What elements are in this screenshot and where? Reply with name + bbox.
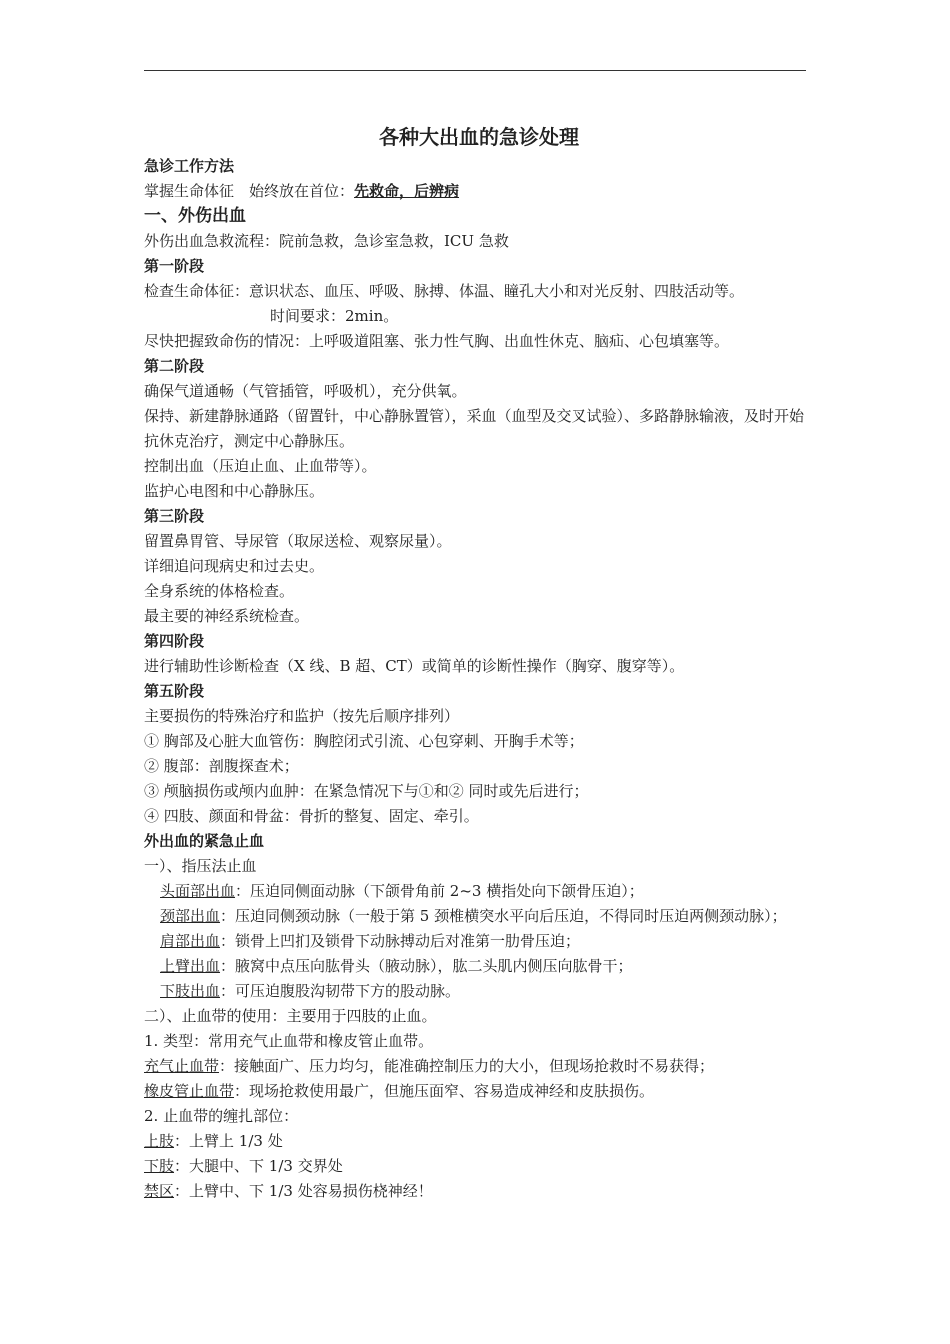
finger-item-term: 下肢出血 <box>160 982 221 1000</box>
tourniquet-type-item <box>144 1054 814 1079</box>
stage1-vitals: 检查生命体征：意识状态、血压、呼吸、脉搏、体温、瞳孔大小和对光反射、四肢活动等。 <box>144 282 745 300</box>
section-heading-trauma: 一、外伤出血 <box>144 206 246 226</box>
stage4-line: 进行辅助性诊断检查（X 线、B 超、CT）或简单的诊断性操作（胸穿、腹穿等）。 <box>144 657 685 675</box>
tourniquet-heading: 二）、止血带的使用：主要用于四肢的止血。 <box>144 1007 437 1025</box>
tourniquet-types-heading: 1. 类型：常用充气止血带和橡皮管止血带。 <box>144 1032 434 1050</box>
finger-item <box>144 954 814 979</box>
stage2-line: 保持、新建静脉通路（留置针，中心静脉置管），采血（血型及交叉试验）、多路静脉输液，及时开始抗休克治疗，测定中心静脉压。 <box>144 407 805 450</box>
document-body <box>144 120 814 1204</box>
tourniquet-site-text: ：上臂中、下 1/3 处容易损伤桡神经！ <box>174 1182 433 1200</box>
stage1-time: 时间要求：2min。 <box>270 307 399 325</box>
tourniquet-site-term: 禁区 <box>144 1182 175 1200</box>
principle-emphasis: 先救命，后辨病 <box>354 182 460 200</box>
stage5-line: ① 胸部及心脏大血管伤：胸腔闭式引流、心包穿刺、开胸手术等； <box>144 732 584 750</box>
finger-item-text: ：锁骨上凹扪及锁骨下动脉搏动后对准第一肋骨压迫； <box>220 932 581 950</box>
method-heading: 急诊工作方法 <box>144 157 235 175</box>
tourniquet-site-item <box>144 1179 814 1204</box>
finger-item-term: 颈部出血 <box>160 907 221 925</box>
stage3-heading: 第三阶段 <box>144 507 205 525</box>
finger-item-text: ：压迫同侧面动脉（下颌骨角前 2~3 横指处向下颌骨压迫）； <box>235 882 644 900</box>
finger-item-term: 肩部出血 <box>160 932 221 950</box>
finger-item <box>144 879 814 904</box>
tourniquet-site-text: ：上臂上 1/3 处 <box>174 1132 283 1150</box>
tourniquet-type-text: ：接触面广、压力均匀，能准确控制压力的大小，但现场抢救时不易获得； <box>219 1057 715 1075</box>
tourniquet-type-text: ：现场抢救使用最广，但施压面窄、容易造成神经和皮肤损伤。 <box>234 1082 655 1100</box>
stage2-heading: 第二阶段 <box>144 357 205 375</box>
tourniquet-site-item <box>144 1129 814 1154</box>
tourniquet-type-term: 充气止血带 <box>144 1057 220 1075</box>
stage3-line: 详细追问现病史和过去史。 <box>144 557 325 575</box>
stage3-line: 全身系统的体格检查。 <box>144 582 295 600</box>
document-title: 各种大出血的急诊处理 <box>379 125 579 149</box>
stage5-line: ③ 颅脑损伤或颅内血肿：在紧急情况下与①和② 同时或先后进行； <box>144 782 589 800</box>
stage5-heading: 第五阶段 <box>144 682 205 700</box>
finger-item-text: ：可压迫腹股沟韧带下方的股动脉。 <box>220 982 461 1000</box>
stage1-critical: 尽快把握致命伤的情况：上呼吸道阻塞、张力性气胸、出血性休克、脑疝、心包填塞等。 <box>144 332 730 350</box>
stage2-line: 控制出血（压迫止血、止血带等）。 <box>144 457 377 475</box>
stage3-line: 最主要的神经系统检查。 <box>144 607 310 625</box>
stage1-heading: 第一阶段 <box>144 257 205 275</box>
principle-prefix: 掌握生命体征 始终放在首位： <box>144 182 355 200</box>
finger-item <box>144 979 814 1004</box>
tourniquet-type-item <box>144 1079 814 1104</box>
header-rule <box>144 70 806 71</box>
tourniquet-site-term: 上肢 <box>144 1132 175 1150</box>
stage3-line: 留置鼻胃管、导尿管（取尿送检、观察尿量）。 <box>144 532 452 550</box>
finger-item-text: ：腋窝中点压向肱骨头（腋动脉），肱二头肌内侧压向肱骨干； <box>220 957 633 975</box>
finger-item-term: 头面部出血 <box>160 882 236 900</box>
stage5-line: 主要损伤的特殊治疗和监护（按先后顺序排列） <box>144 707 460 725</box>
stage5-line: ② 腹部：剖腹探查术； <box>144 757 299 775</box>
tourniquet-site-text: ：大腿中、下 1/3 交界处 <box>174 1157 343 1175</box>
tourniquet-type-term: 橡皮管止血带 <box>144 1082 235 1100</box>
external-bleeding-heading: 外出血的紧急止血 <box>144 832 265 850</box>
tourniquet-site-heading: 2. 止血带的缠扎部位： <box>144 1107 299 1125</box>
tourniquet-site-term: 下肢 <box>144 1157 175 1175</box>
stage4-heading: 第四阶段 <box>144 632 205 650</box>
stage2-line: 确保气道通畅（气管插管，呼吸机），充分供氧。 <box>144 382 467 400</box>
finger-item <box>144 904 806 929</box>
finger-item <box>144 929 814 954</box>
finger-item-term: 上臂出血 <box>160 957 221 975</box>
finger-pressure-heading: 一）、指压法止血 <box>144 857 257 875</box>
tourniquet-site-item <box>144 1154 814 1179</box>
flow-line: 外伤出血急救流程：院前急救，急诊室急救，ICU 急救 <box>144 232 509 250</box>
finger-item-text: ：压迫同侧颈动脉（一般于第 5 颈椎横突水平向后压迫，不得同时压迫两侧颈动脉）； <box>220 907 787 925</box>
stage2-line: 监护心电图和中心静脉压。 <box>144 482 325 500</box>
principle-line <box>144 179 814 204</box>
stage5-line: ④ 四肢、颜面和骨盆：骨折的整复、固定、牵引。 <box>144 807 479 825</box>
